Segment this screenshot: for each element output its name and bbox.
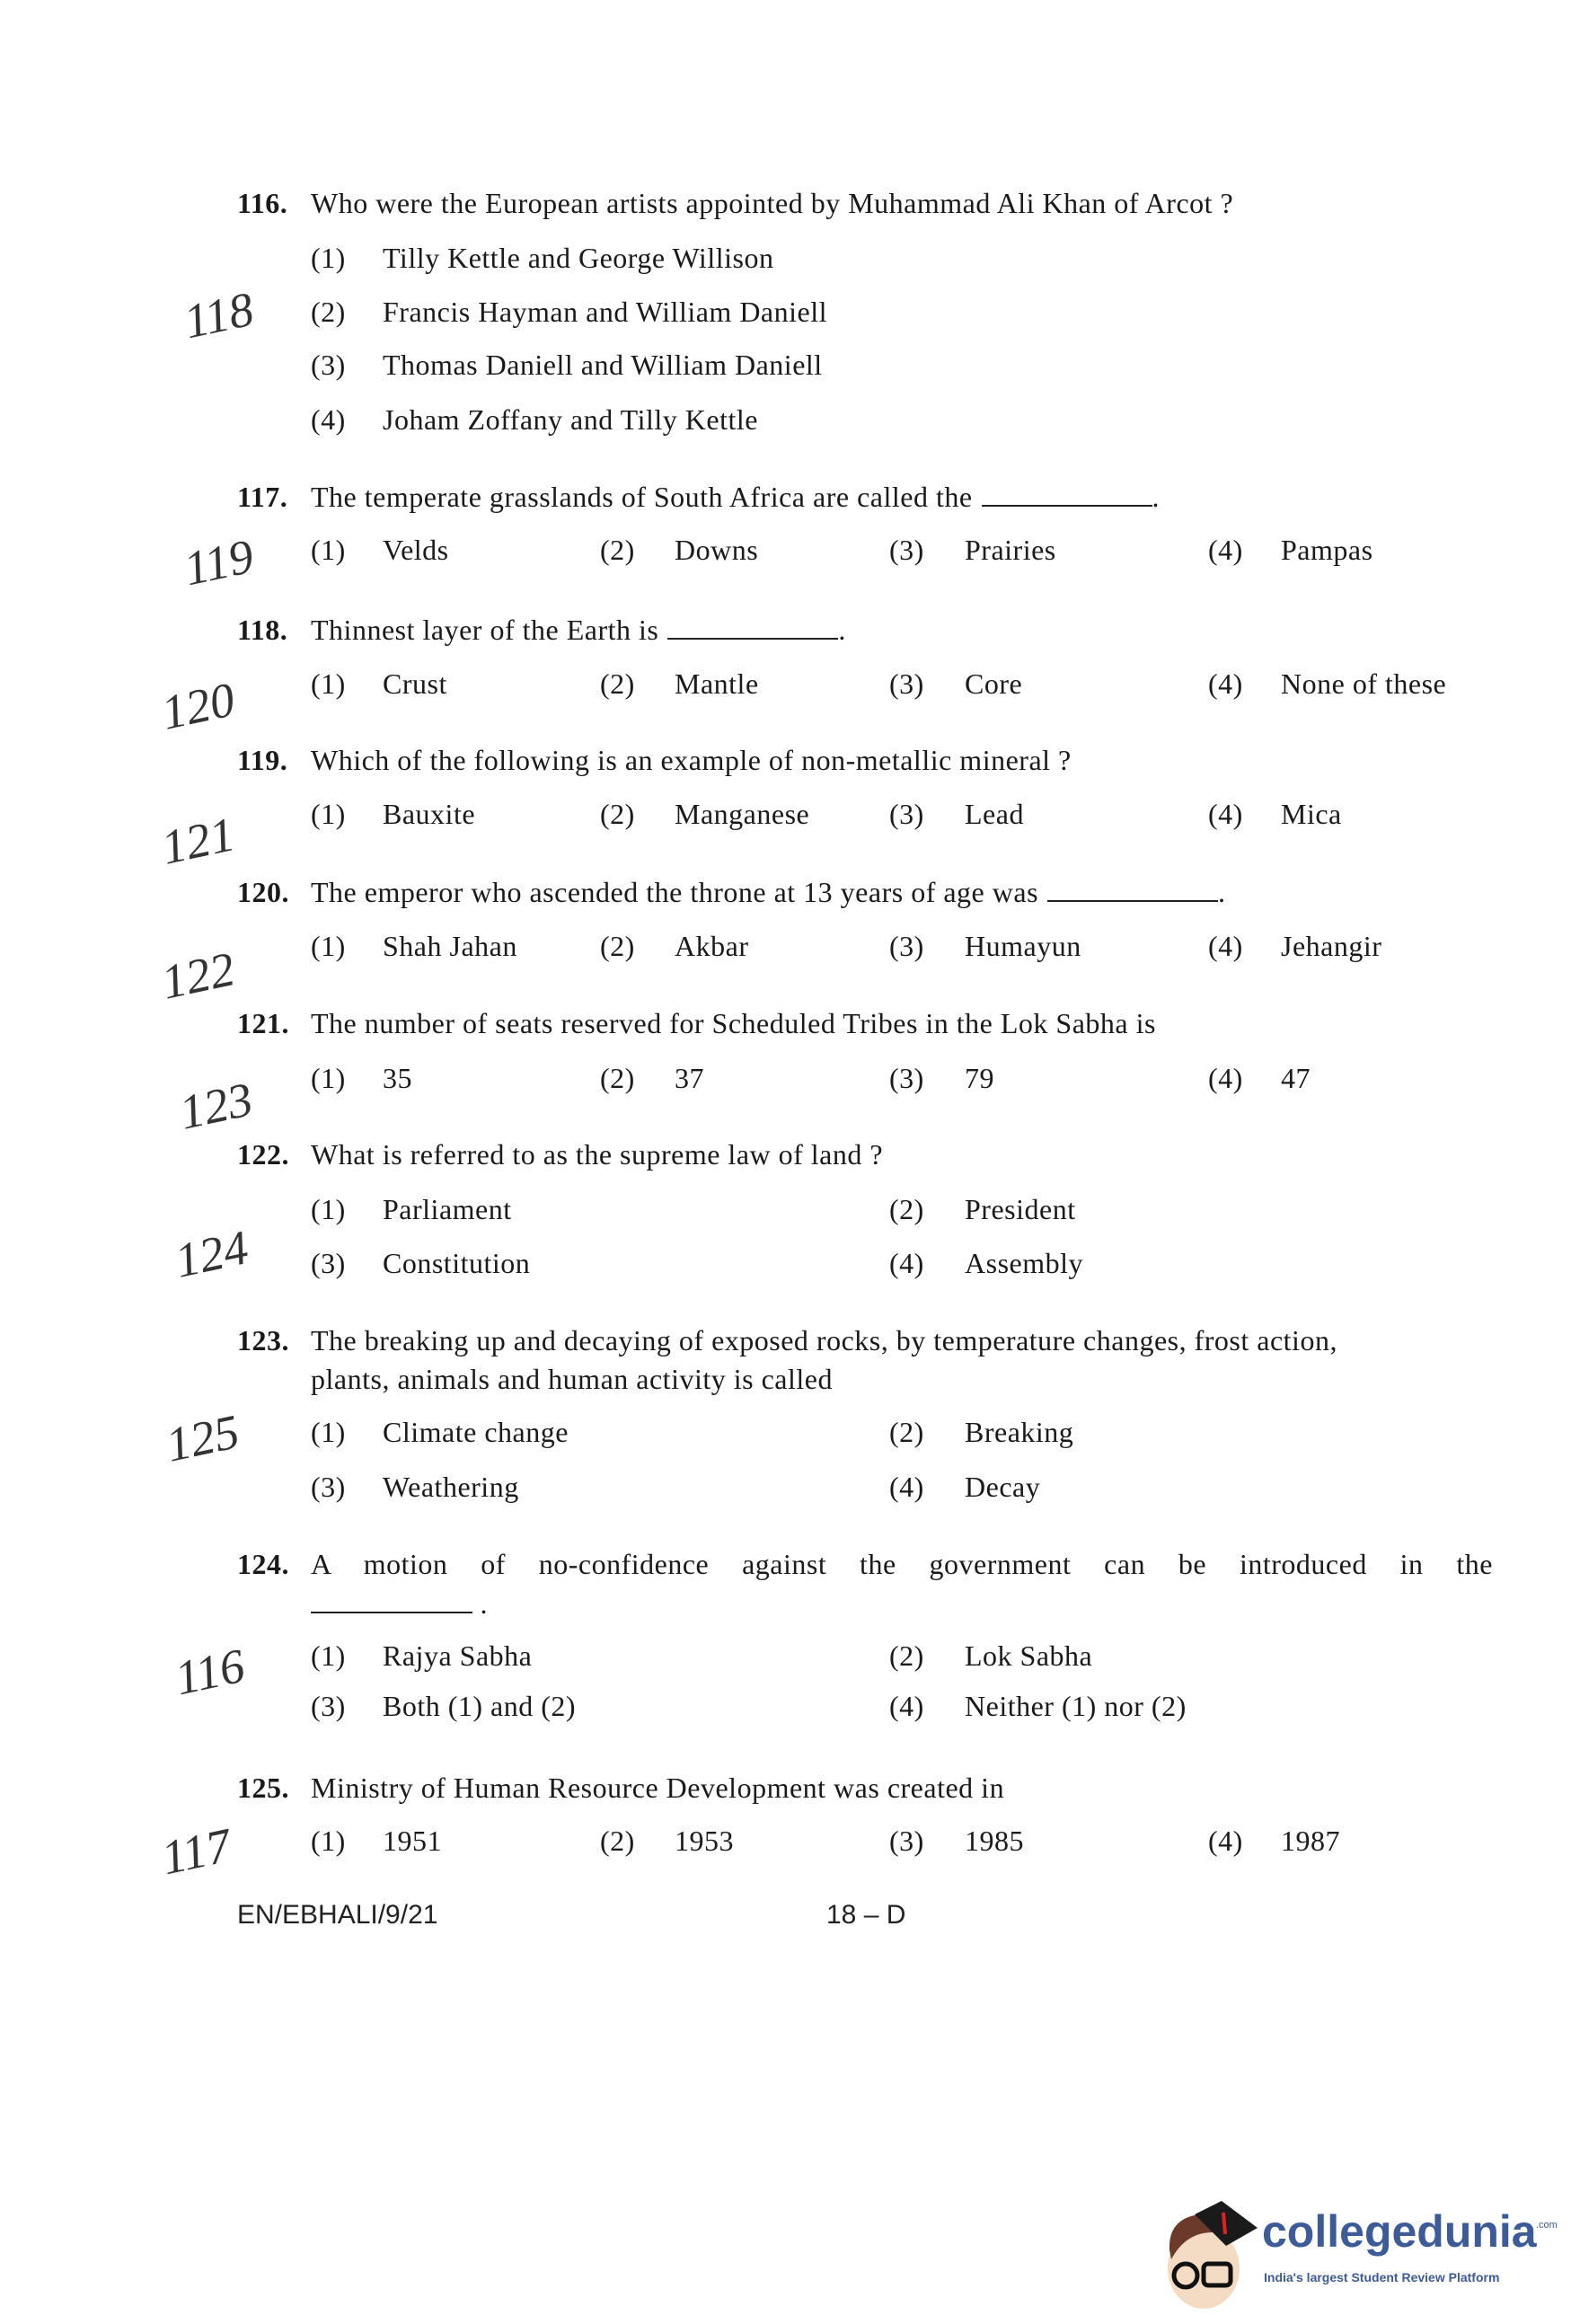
- answer-blank: .: [311, 1587, 488, 1620]
- option-text: 1987: [1281, 1825, 1340, 1857]
- option-text: Weathering: [383, 1471, 519, 1503]
- option-number: (4): [1208, 667, 1243, 700]
- option-number: (4): [1208, 1825, 1243, 1857]
- handwritten-annotation: 119: [179, 528, 259, 596]
- option-text: 47: [1281, 1062, 1311, 1094]
- option-number: (3): [311, 1690, 346, 1722]
- handwritten-annotation: 120: [156, 672, 240, 740]
- question-text: [311, 1324, 1337, 1356]
- option-number: (2): [600, 930, 635, 962]
- option-text: 1951: [383, 1825, 442, 1857]
- option-number: (1): [311, 930, 346, 962]
- option-number: (1): [311, 667, 346, 700]
- option-number: (2): [311, 296, 346, 328]
- option-text: Assembly: [965, 1247, 1083, 1279]
- option-text: Velds: [383, 534, 449, 566]
- answer-blank: [1047, 880, 1218, 902]
- option-number: (2): [889, 1193, 924, 1225]
- handwritten-annotation: 124: [170, 1220, 253, 1288]
- handwritten-annotation: 118: [179, 281, 259, 349]
- question-text-content: Ministry of Human Resource Development was created in: [311, 1772, 1005, 1804]
- option-text: Mica: [1281, 798, 1342, 830]
- option-text: Constitution: [383, 1247, 531, 1279]
- option-text: Decay: [965, 1471, 1041, 1503]
- option-text: Humayun: [965, 930, 1081, 962]
- logo-com: .com: [1536, 2220, 1558, 2231]
- option-text: 37: [675, 1062, 704, 1094]
- option-number: (3): [889, 798, 924, 830]
- option-number: (3): [889, 930, 924, 962]
- question-number: 118.: [237, 614, 288, 646]
- option-number: (1): [311, 798, 346, 830]
- question-text-content: The temperate grasslands of South Africa are called the: [311, 481, 973, 513]
- option-text: Akbar: [675, 930, 749, 962]
- option-number: (4): [889, 1690, 924, 1722]
- option-text: Joham Zoffany and Tilly Kettle: [383, 403, 758, 436]
- option-number: (2): [600, 534, 635, 566]
- option-text: Francis Hayman and William Daniell: [383, 296, 827, 328]
- question-text-content: Thinnest layer of the Earth is: [311, 614, 659, 646]
- handwritten-annotation: 121: [156, 807, 240, 875]
- paper-code: EN/EBHALI/9/21: [237, 1900, 438, 1930]
- option-text: 79: [965, 1062, 994, 1094]
- option-text: 1985: [965, 1825, 1024, 1857]
- option-number: (4): [889, 1247, 924, 1279]
- option-number: (4): [311, 403, 346, 436]
- question-text: [311, 744, 1072, 776]
- option-number: (3): [889, 667, 924, 700]
- logo-wordmark: collegedunia: [1262, 2206, 1537, 2257]
- question-number: 120.: [237, 876, 289, 908]
- question-text-content: Who were the European artists appointed by Muhammad Ali Khan of Arcot ?: [311, 187, 1234, 219]
- option-number: (3): [311, 349, 346, 381]
- option-number: (1): [311, 242, 346, 274]
- option-text: Tilly Kettle and George Willison: [383, 242, 774, 274]
- option-number: (1): [311, 534, 346, 566]
- handwritten-annotation: 116: [170, 1638, 250, 1706]
- question-text: The emperor who ascended the throne at 13 years of age was .: [311, 876, 1226, 908]
- page-number: 18 – D: [826, 1900, 906, 1930]
- option-number: (4): [889, 1471, 924, 1503]
- option-text: Manganese: [675, 798, 810, 830]
- question-number: 119.: [237, 744, 288, 776]
- option-number: (1): [311, 1639, 346, 1672]
- question-text: [311, 1548, 1493, 1580]
- option-text: Prairies: [965, 534, 1056, 566]
- option-number: (2): [600, 1825, 635, 1857]
- question-text: [311, 1772, 1004, 1804]
- question-text-content: The number of seats reserved for Scheduled Tribes in the Lok Sabha is: [311, 1007, 1156, 1039]
- question-text-content: What is referred to as the supreme law of land ?: [311, 1138, 884, 1171]
- handwritten-annotation: 125: [161, 1404, 244, 1472]
- option-text: Parliament: [383, 1193, 512, 1225]
- option-text: Crust: [383, 667, 447, 700]
- option-text: None of these: [1281, 667, 1447, 700]
- option-number: (2): [600, 667, 635, 700]
- option-text: Jehangir: [1281, 930, 1382, 962]
- question-text-content: The breaking up and decaying of exposed rocks, by temperature changes, frost action,: [311, 1324, 1337, 1356]
- option-number: (2): [600, 1062, 635, 1094]
- option-number: (1): [311, 1193, 346, 1225]
- question-text: [311, 1007, 1156, 1039]
- handwritten-annotation: 123: [174, 1072, 258, 1140]
- option-number: (3): [889, 1062, 924, 1094]
- option-text: Bauxite: [383, 798, 476, 830]
- question-text-content: Which of the following is an example of non-metallic mineral ?: [311, 744, 1072, 776]
- option-text: Rajya Sabha: [383, 1639, 533, 1672]
- option-text: Pampas: [1281, 534, 1373, 566]
- question-text: Thinnest layer of the Earth is .: [311, 614, 846, 646]
- option-text: Thomas Daniell and William Daniell: [383, 349, 823, 381]
- question-text-line2: plants, animals and human activity is called: [311, 1363, 833, 1395]
- option-number: (2): [889, 1639, 924, 1672]
- option-text: Core: [965, 667, 1023, 700]
- option-number: (3): [889, 534, 924, 566]
- option-number: (4): [1208, 930, 1243, 962]
- answer-blank: [982, 485, 1152, 507]
- question-text: The temperate grasslands of South Africa are called the .: [311, 481, 1161, 513]
- question-number: 116.: [237, 187, 288, 219]
- handwritten-annotation: 117: [156, 1817, 236, 1886]
- collegedunia-logo: [1159, 2196, 1563, 2313]
- option-text: President: [965, 1193, 1076, 1225]
- option-number: (4): [1208, 798, 1243, 830]
- question-number: 125.: [237, 1772, 289, 1804]
- question-text: [311, 1138, 883, 1171]
- question-text-content: A motion of no-confidence against the government can be introduced in the: [311, 1548, 1493, 1580]
- option-text: Lok Sabha: [965, 1639, 1093, 1672]
- option-text: Both (1) and (2): [383, 1690, 577, 1722]
- question-number: 124.: [237, 1548, 289, 1580]
- option-text: Downs: [675, 534, 759, 566]
- option-number: (2): [600, 798, 635, 830]
- handwritten-annotation: 122: [156, 941, 240, 1010]
- question-number: 123.: [237, 1324, 289, 1356]
- question-text: [311, 187, 1233, 219]
- option-number: (1): [311, 1416, 346, 1448]
- option-number: (3): [889, 1825, 924, 1857]
- option-number: (3): [311, 1471, 346, 1503]
- option-number: (3): [311, 1247, 346, 1279]
- option-text: 1953: [675, 1825, 734, 1857]
- option-text: Neither (1) nor (2): [965, 1690, 1187, 1722]
- question-number: 117.: [237, 481, 288, 513]
- question-text-content: The emperor who ascended the throne at 13 years of age was: [311, 876, 1039, 908]
- option-text: Mantle: [675, 667, 759, 700]
- option-number: (4): [1208, 534, 1243, 566]
- option-text: Breaking: [965, 1416, 1074, 1448]
- answer-blank: [667, 618, 838, 640]
- option-text: 35: [383, 1062, 412, 1094]
- option-text: Shah Jahan: [383, 930, 517, 962]
- mascot-icon: [1159, 2196, 1262, 2313]
- option-text: Climate change: [383, 1416, 569, 1448]
- logo-tagline: India's largest Student Review Platform: [1264, 2270, 1500, 2284]
- question-number: 122.: [237, 1138, 289, 1171]
- question-number: 121.: [237, 1007, 289, 1039]
- option-text: Lead: [965, 798, 1024, 830]
- option-number: (2): [889, 1416, 924, 1448]
- option-number: (1): [311, 1062, 346, 1094]
- option-number: (4): [1208, 1062, 1243, 1094]
- option-number: (1): [311, 1825, 346, 1857]
